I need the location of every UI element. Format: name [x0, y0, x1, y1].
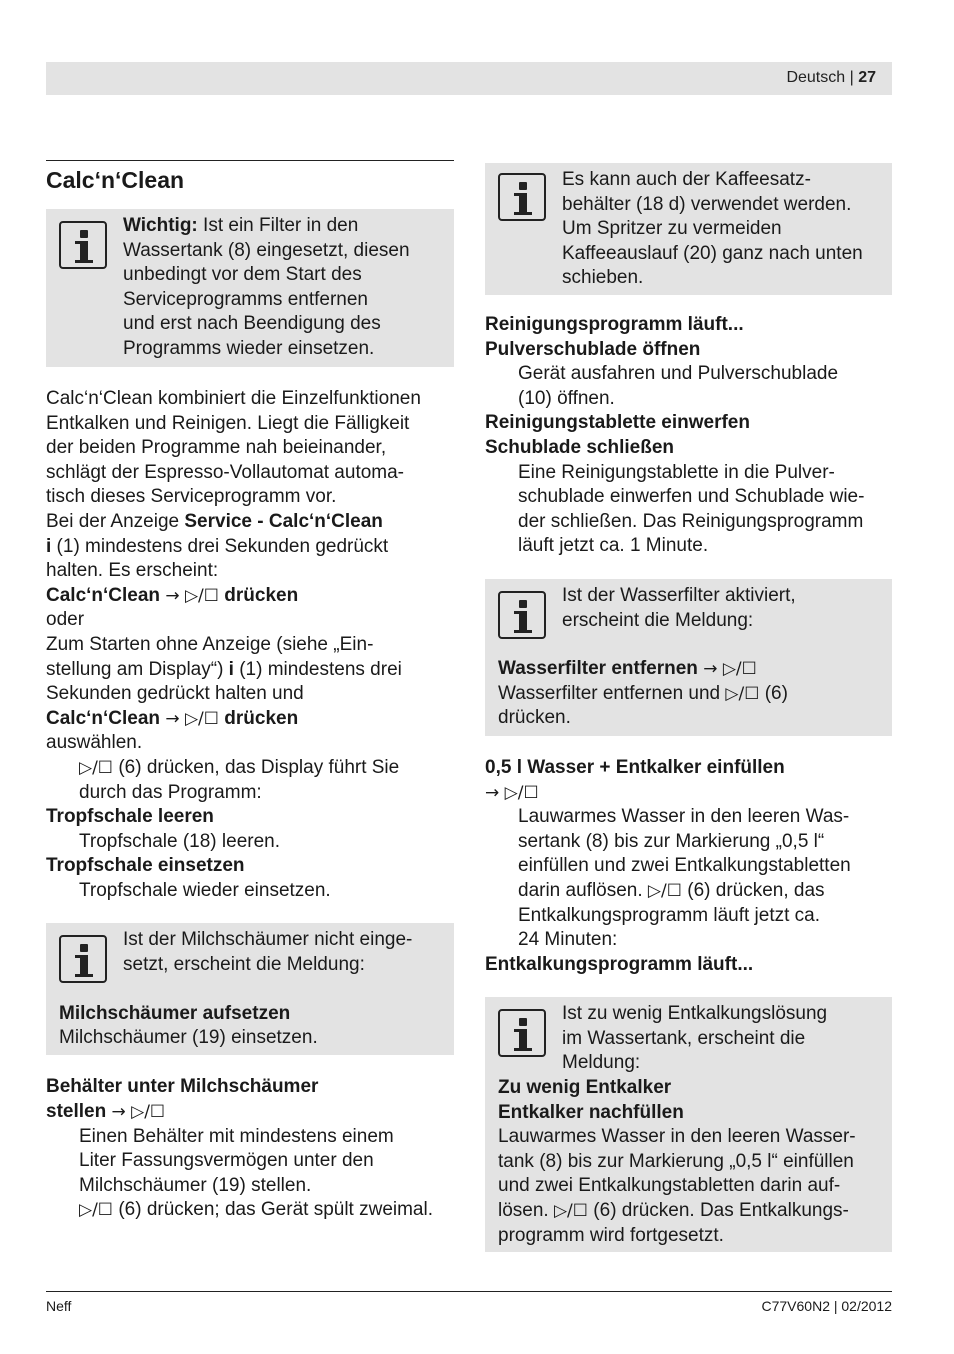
header-language: Deutsch [786, 69, 846, 86]
arrow-play-stop-icon: → ▷/☐ [111, 1102, 166, 1123]
page-header-bar [46, 62, 892, 95]
footer-model: C77V60N2 | 02/2012 [761, 1298, 892, 1314]
play-stop-icon: ▷/☐ [553, 1201, 589, 1222]
intro-paragraph: Calc‘n‘Clean kombiniert die Einzelfunktionen Entkalken und Reinigen. Liegt die Fälligkeit der beiden Programme nah beieinander, schlägt der Espresso-Vollautomat automa- tisch dieses Serviceprogramm vor. Bei der Anzeige Service - Calc‘n‘Clean i (1) mindestens drei Sekunden gedrückt halten. Es erscheint: Calc‘n‘Clean → ▷/☐ drücken oder Zum Starten ohne Anzeige (siehe „Ein- stellung am Display“) i (1) mindestens drei Sekunden gedrückt halten und Calc‘n‘Clean → ▷/☐ drücken auswählen. ▷/☐ (6) drücken, das Display führt Sie durch das Programm: Tropfschale leeren Tropfschale (18) leeren. Tropfschale einsetzen Tropfschale wieder einsetzen. [46, 387, 454, 903]
footer-brand: Neff [46, 1298, 72, 1314]
page-header-text [786, 69, 876, 87]
info-box-water-filter: Ist der Wasserfilter aktiviert, erscheint die Meldung: Wasserfilter entfernen → ▷/☐ Wasserfilter entfernen und ▷/☐ (6) drücken. [485, 579, 892, 736]
info-box-text: Wichtig: Ist ein Filter in den Wassertank (8) eingesetzt, diesen unbedingt vor dem Start des Serviceprogramms entfernen und erst nach Beendigung des Programms wieder einsetzen. [123, 215, 410, 359]
play-stop-icon: ▷/☐ [79, 1200, 114, 1221]
cleaning-steps: Reinigungsprogramm läuft... Pulverschublade öffnen Gerät ausfahren und Pulverschublade (10) öffnen. Reinigungstablette einwerfen Schublade schließen Eine Reinigungstablette in die Pulver- schublade einwerfen und Schublade wie- der schließen. Das Reinigungsprogramm läuft jetzt ca. 1 Minute. [485, 314, 865, 557]
info-box-important [46, 209, 454, 367]
info-icon [498, 173, 546, 221]
info-box-grounds-container: Es kann auch der Kaffeesatz- behälter (18 d) verwendet werden. Um Spritzer zu vermeiden Kaffeeauslauf (20) ganz nach unten schieben. [485, 163, 892, 295]
container-step: Behälter unter Milchschäumer stellen → ▷/☐ Einen Behälter mit mindestens einem Liter Fassungsvermögen unter den Milchschäumer (19) stellen. ▷/☐ (6) drücken; das Gerät spült zweimal. [46, 1076, 434, 1221]
display-command: Calc‘n‘Clean → ▷/☐ drücken [46, 584, 299, 606]
footer-rule [46, 1291, 892, 1292]
info-icon [59, 221, 107, 269]
page-number: 27 [858, 69, 876, 86]
info-box-low-descaler: Ist zu wenig Entkalkungslösung im Wassertank, erscheint die Meldung: Zu wenig Entkalker Entkalker nachfüllen Lauwarmes Wasser in den leeren Wasser- tank (8) bis zur Markierung „0,5 l“ einfüllen und zwei Entkalkungstabletten darin auf- lösen. ▷/☐ (6) drücken. Das Entkalkungs- programm wird fortgesetzt. [485, 997, 892, 1252]
section-title: Calc‘n‘Clean [46, 167, 185, 193]
left-column [46, 160, 454, 1223]
arrow-play-stop-icon: → ▷/☐ [485, 782, 539, 803]
play-stop-icon: ▷/☐ [647, 880, 682, 901]
play-stop-icon: ▷/☐ [79, 757, 114, 778]
step-heading: Tropfschale einsetzen [46, 855, 245, 877]
right-column [485, 163, 892, 1252]
arrow-play-stop-icon: → ▷/☐ [165, 585, 220, 606]
display-command: Calc‘n‘Clean → ▷/☐ drücken [46, 707, 299, 729]
info-icon [498, 1009, 546, 1057]
info-icon [498, 591, 546, 639]
descaling-steps: 0,5 l Wasser + Entkalker einfüllen → ▷/☐ Lauwarmes Wasser in den leeren Was- sertank (8) bis zur Markierung „0,5 l“ einfüllen und zwei Entkalkungstabletten darin auflösen. ▷/☐ (6) drücken, das Entkalkungsprogramm läuft jetzt ca. 24 Minuten: Entkalkungsprogramm läuft... [485, 756, 851, 975]
arrow-play-stop-icon: → ▷/☐ [703, 659, 757, 680]
play-stop-icon: ▷/☐ [725, 683, 760, 704]
section-rule [46, 160, 454, 161]
arrow-play-stop-icon: → ▷/☐ [165, 708, 220, 729]
info-icon [59, 935, 107, 983]
step-heading: Tropfschale leeren [46, 806, 214, 828]
header-separator: | [849, 69, 854, 86]
info-box-milk-frother: Ist der Milchschäumer nicht einge- setzt, erscheint die Meldung: Milchschäumer aufsetzen Milchschäumer (19) einsetzen. [46, 923, 454, 1055]
